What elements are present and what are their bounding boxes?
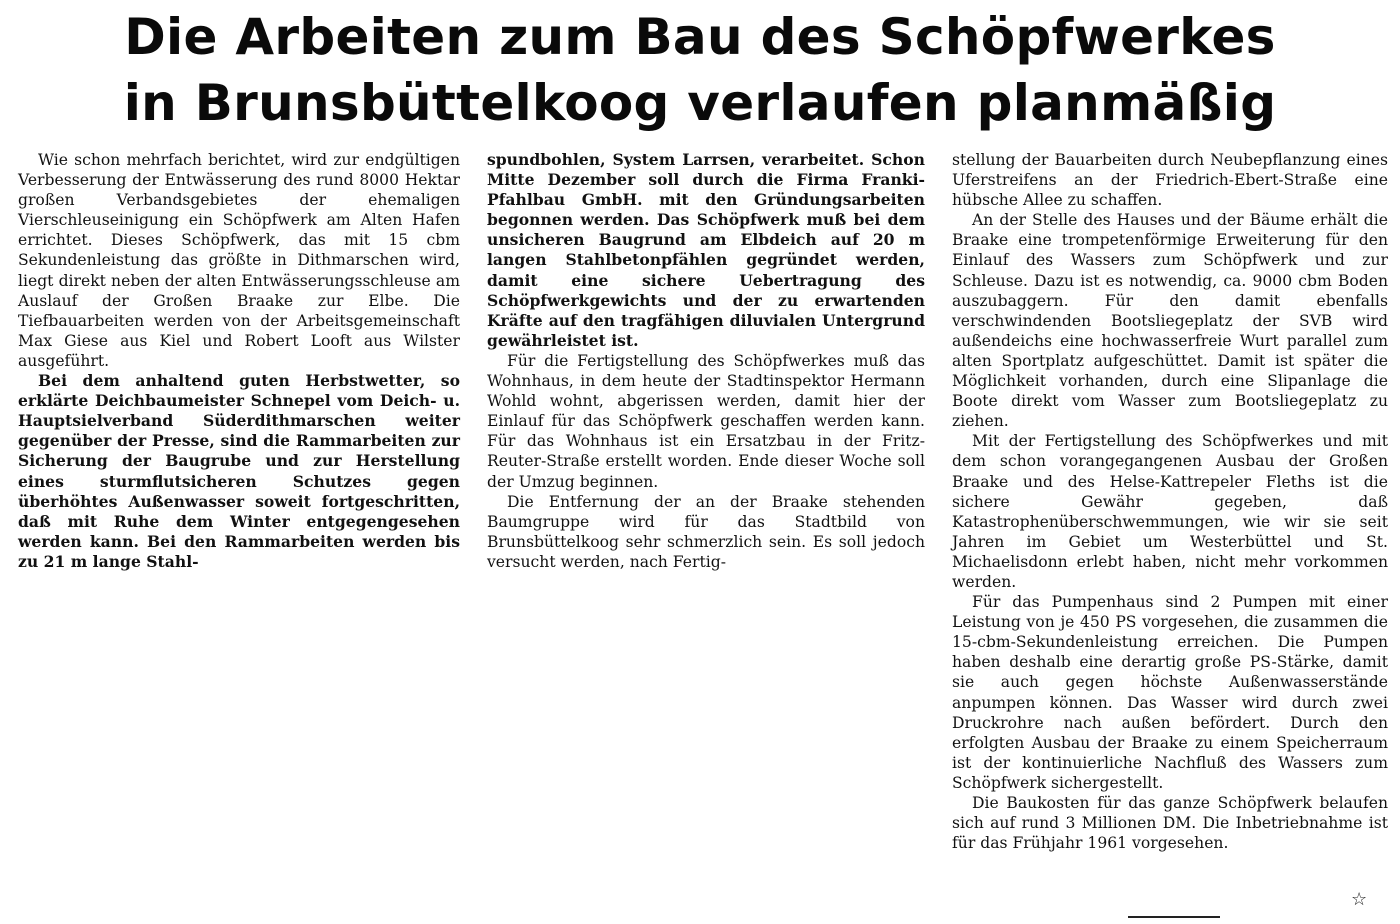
author-star-icon: ☆ bbox=[1351, 889, 1368, 910]
paragraph: Für das Pumpenhaus sind 2 Pumpen mit einer Leistung von je 450 PS vorgesehen, die zusammen die 15-cbm-Sekundenleistung erreichen. Die Pumpen haben deshalb eine derartig große PS-Stärke, damit sie auch gegen höchste Außenwasserstände anpumpen können. Das Wasser wird durch zwei Druckrohre nach außen befördert. Durch den erfolgten Ausbau der Braake zu einem Speicherraum ist der kontinuierliche Nachfluß des Wassers zum Schöpfwerk sichergestellt. bbox=[952, 593, 1388, 792]
article-column-3 bbox=[952, 150, 1388, 853]
paragraph-bold: spundbohlen, System Larrsen, verarbeitet. Schon Mitte Dezember soll durch die Firma Franki-Pfahlbau GmbH. mit den Gründungsarbeiten begonnen werden. Das Schöpfwerk muß bei dem unsicheren Baugrund am Elbdeich auf 20 m langen Stahlbetonpfählen gegründet werden, damit eine sichere Uebertragung des Schöpfwerkgewichts und der zu erwartenden Kräfte auf den tragfähigen diluvialen Untergrund gewährleistet ist. bbox=[487, 150, 925, 350]
headline-line-1: Die Arbeiten zum Bau des Schöpfwerkes bbox=[124, 8, 1276, 66]
article-column-2 bbox=[487, 150, 925, 572]
paragraph: Die Entfernung der an der Braake stehenden Baumgruppe wird für das Stadtbild von Brunsbüttelkoog sehr schmerzlich sein. Es soll jedoch versucht werden, nach Fertig- bbox=[487, 492, 925, 571]
paragraph: Die Baukosten für das ganze Schöpfwerk belaufen sich auf rund 3 Millionen DM. Die Inbetriebnahme ist für das Frühjahr 1961 vorgesehen. bbox=[952, 794, 1388, 853]
paragraph-bold: Bei dem anhaltend guten Herbstwetter, so erklärte Deichbaumeister Schnepel vom Deich- u. Hauptsielverband Süderdithmarschen weiter gegenüber der Presse, sind die Rammarbeiten zur Sicherung der Baugrube und zur Herstellung eines sturmflutsicheren Schutzes gegen überhöhtes Außenwasser soweit fortgeschritten, daß mit Ruhe dem Winter entgegengesehen werden kann. Bei den Rammarbeiten werden bis zu 21 m lange Stahl- bbox=[18, 371, 460, 571]
headline-line-2: in Brunsbüttelkoog verlaufen planmäßig bbox=[123, 74, 1277, 132]
article-column-1 bbox=[18, 150, 460, 572]
end-rule bbox=[1128, 916, 1220, 918]
paragraph: Wie schon mehrfach berichtet, wird zur endgültigen Verbesserung der Entwässerung des rund 8000 Hektar großen Verbandsgebietes der ehemaligen Vierschleuseinigung ein Schöpfwerk am Alten Hafen errichtet. Dieses Schöpfwerk, das mit 15 cbm Sekundenleistung das größte in Dithmarschen wird, liegt direkt neben der alten Entwässerungsschleuse am Auslauf der Großen Braake zur Elbe. Die Tiefbauarbeiten werden von der Arbeitsgemeinschaft Max Giese aus Kiel und Robert Looft aus Wilster ausgeführt. bbox=[18, 151, 460, 370]
paragraph: Mit der Fertigstellung des Schöpfwerkes und mit dem schon vorangegangenen Ausbau der Großen Braake und des Helse-Kattrepeler Fleths ist die sichere Gewähr gegeben, daß Katastrophenüberschwemmungen, wie wir sie seit Jahren im Gebiet um Westerbüttel und St. Michaelisdonn erlebt haben, nicht mehr vorkommen werden. bbox=[952, 432, 1388, 591]
paragraph: stellung der Bauarbeiten durch Neubepflanzung eines Uferstreifens an der Friedrich-Ebert-Straße eine hübsche Allee zu schaffen. bbox=[952, 151, 1388, 210]
paragraph: An der Stelle des Hauses und der Bäume erhält die Braake eine trompetenförmige Erweiterung für den Einlauf des Wassers zum Schöpfwerk und zur Schleuse. Dazu ist es notwendig, ca. 9000 cbm Boden auszubaggern. Für den damit ebenfalls verschwindenden Bootsliegeplatz der SVB wird außendeichs eine hochwasserfreie Wurt parallel zum alten Sportplatz aufgeschüttet. Damit ist später die Möglichkeit vorhanden, durch eine Slipanlage die Boote direkt vom Wasser zum Bootsliegeplatz zu ziehen. bbox=[952, 211, 1388, 431]
article-headline bbox=[0, 4, 1400, 136]
paragraph: Für die Fertigstellung des Schöpfwerkes muß das Wohnhaus, in dem heute der Stadtinspektor Hermann Wohld wohnt, abgerissen werden, damit hier der Einlauf für das Schöpfwerk geschaffen werden kann. Für das Wohnhaus ist ein Ersatzbau in der Fritz-Reuter-Straße erstellt worden. Ende dieser Woche soll der Umzug beginnen. bbox=[487, 351, 925, 491]
